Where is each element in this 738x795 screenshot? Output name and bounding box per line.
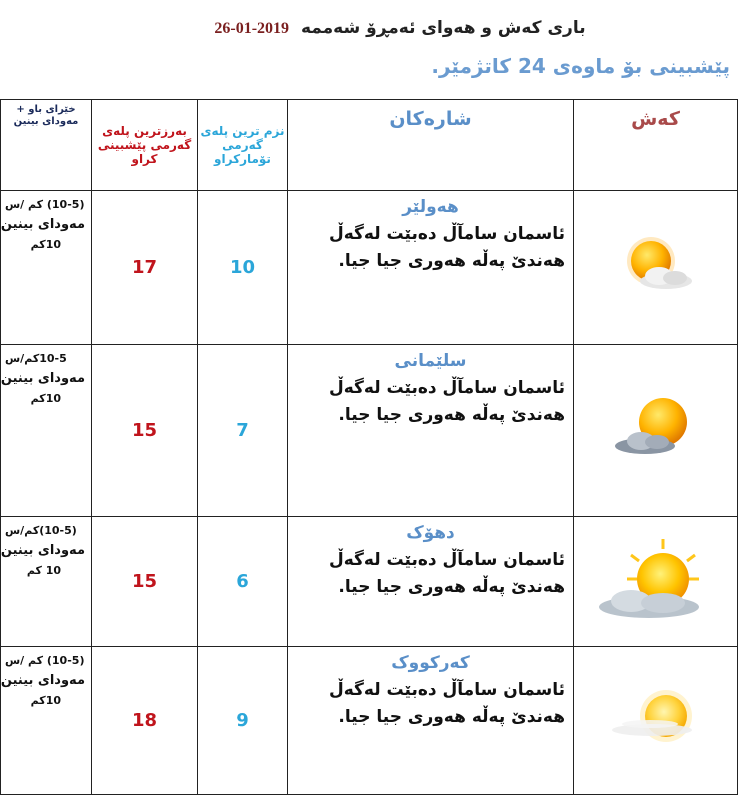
wind-speed: 10-5کم/س <box>5 352 67 365</box>
weather-icon-cell <box>574 191 738 345</box>
max-temp-value: 17 <box>92 191 198 345</box>
wind-speed: (10-5)کم/س <box>5 524 77 537</box>
column-header-weather: کەش <box>574 100 738 191</box>
max-temp-value: 18 <box>92 647 198 795</box>
weather-description: ئاسمان سامآڵ دەبێت لەگەڵ هەندێ پەڵە هەوری جیا جیا. <box>328 680 565 727</box>
table-header-row <box>1 100 738 191</box>
city-name: سلێمانی <box>394 351 467 371</box>
city-name: دهۆک <box>406 523 455 543</box>
sun-above-cloud-icon <box>591 535 721 625</box>
table-row <box>1 647 738 795</box>
page-subtitle: پێشبینی بۆ ماوەی 24 کاتژمێر. <box>431 54 730 78</box>
visibility-label: مەودای بینین <box>0 217 85 232</box>
weather-description: ئاسمان سامآڵ دەبێت لەگەڵ هەندێ پەڵە هەوری جیا جیا. <box>328 378 565 425</box>
page-title <box>200 18 600 38</box>
wind-visibility-cell <box>1 647 92 795</box>
city-cell <box>288 647 574 795</box>
table-row <box>1 345 738 517</box>
city-name: کەرکووک <box>391 653 470 673</box>
sun-behind-cloud-icon <box>611 231 701 301</box>
column-header-wind-visibility: خێرای باو + مەودای بینین <box>1 100 92 191</box>
wind-visibility-cell <box>1 517 92 647</box>
weather-icon-cell <box>574 517 738 647</box>
column-header-max-temp: بەرزترین پلەی گەرمی پێشبینی کراو <box>92 100 198 191</box>
city-cell <box>288 517 574 647</box>
sun-with-gray-cloud-icon <box>611 394 701 464</box>
city-name: هەولێر <box>402 197 459 217</box>
min-temp-value: 10 <box>198 191 288 345</box>
visibility-label: مەودای بینین <box>0 673 85 688</box>
city-cell <box>288 345 574 517</box>
visibility-value: 10 کم <box>26 564 61 577</box>
visibility-value: 10کم <box>30 392 61 405</box>
forecast-table <box>0 99 738 795</box>
column-header-min-temp: نزم ترین پلەی گەرمی تۆمارکراو <box>198 100 288 191</box>
wind-visibility-cell <box>1 345 92 517</box>
weather-description: ئاسمان سامآڵ دەبێت لەگەڵ هەندێ پەڵە هەوری جیا جیا. <box>328 224 565 271</box>
wind-speed: (10-5) کم /س <box>5 654 85 667</box>
min-temp-value: 7 <box>198 345 288 517</box>
weather-icon-cell <box>574 647 738 795</box>
city-cell <box>288 191 574 345</box>
weather-icon-cell <box>574 345 738 517</box>
min-temp-value: 6 <box>198 517 288 647</box>
wind-speed: (10-5) کم /س <box>5 198 85 211</box>
column-header-cities: شارەکان <box>288 100 574 191</box>
max-temp-value: 15 <box>92 517 198 647</box>
table-row <box>1 517 738 647</box>
visibility-label: مەودای بینین <box>0 371 85 386</box>
title-date: 2019-01-26 <box>214 20 290 37</box>
max-temp-value: 15 <box>92 345 198 517</box>
hazy-sun-icon <box>606 684 706 754</box>
min-temp-value: 9 <box>198 647 288 795</box>
visibility-value: 10کم <box>30 694 61 707</box>
title-text: باری کەش و هەوای ئەمڕۆ شەممە <box>300 18 586 38</box>
wind-visibility-cell <box>1 191 92 345</box>
visibility-value: 10کم <box>30 238 61 251</box>
table-row <box>1 191 738 345</box>
weather-description: ئاسمان سامآڵ دەبێت لەگەڵ هەندێ پەڵە هەوری جیا جیا. <box>328 550 565 597</box>
visibility-label: مەودای بینین <box>0 543 85 558</box>
